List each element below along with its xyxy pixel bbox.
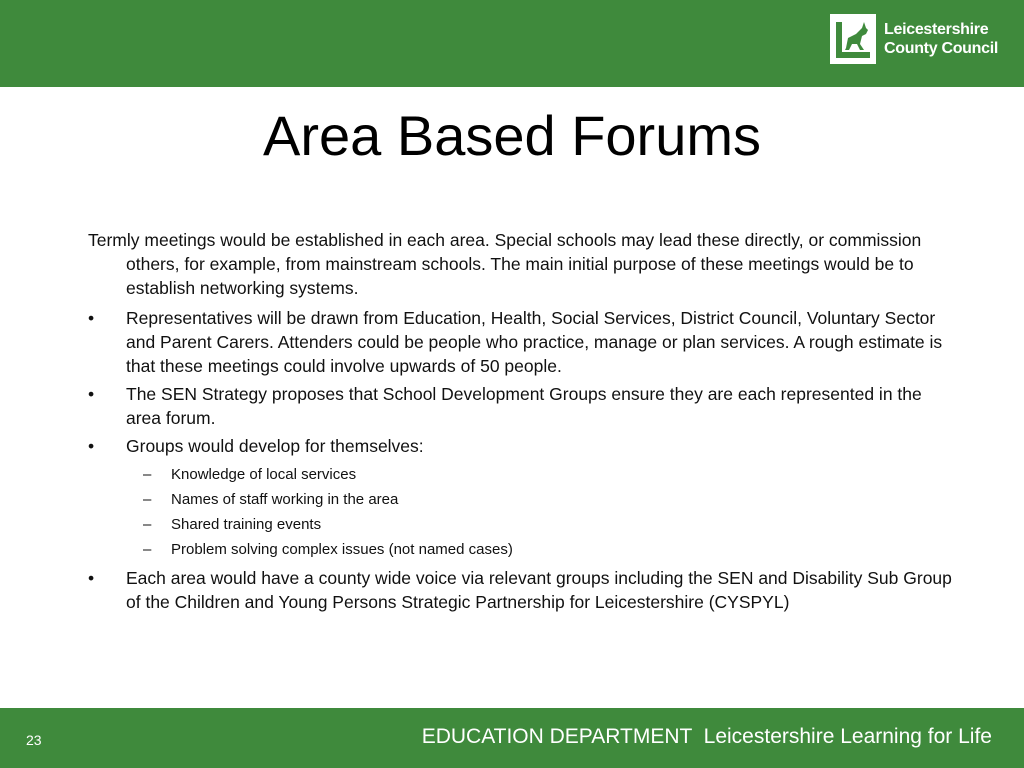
bullet-item xyxy=(88,306,958,378)
footer-text: EDUCATION DEPARTMENT Leicestershire Learning for Life xyxy=(421,725,992,748)
bullet-mark: • xyxy=(88,568,95,588)
slide-title: Area Based Forums xyxy=(263,104,761,167)
footer-band xyxy=(0,708,1024,768)
bullet-item xyxy=(88,566,958,614)
bullet-text: Representatives will be drawn from Education, Health, Social Services, District Council, Voluntary Sector and Parent Carers. Attenders could be people who practice, manage or plan services. A rough estimate is that these meetings could involve upwards of 50 people. xyxy=(126,308,943,376)
sub-item xyxy=(88,537,958,562)
sub-item xyxy=(88,462,958,487)
bullet-item xyxy=(88,434,958,458)
dash-mark: – xyxy=(143,466,152,483)
council-logo xyxy=(830,13,998,65)
slide-content xyxy=(88,228,958,618)
dash-mark: – xyxy=(143,516,152,533)
dash-mark: – xyxy=(143,491,152,508)
bullet-mark: • xyxy=(88,384,95,404)
intro-paragraph: Termly meetings would be established in each area. Special schools may lead these directly, or commission others, for example, from mainstream schools. The main initial purpose of these meetings would be to establish networking systems. xyxy=(88,230,922,298)
sub-item-text: Problem solving complex issues (not named cases) xyxy=(171,541,513,558)
bullet-text: Each area would have a county wide voice via relevant groups including the SEN and Disability Sub Group of the Children and Young Persons Strategic Partnership for Leicestershire (CYSPYL) xyxy=(126,568,952,612)
bullet-mark: • xyxy=(88,308,95,328)
sub-item xyxy=(88,487,958,512)
bullet-text: Groups would develop for themselves: xyxy=(126,436,424,456)
bullet-text: The SEN Strategy proposes that School Development Groups ensure they are each represented in the area forum. xyxy=(126,384,922,428)
sub-item xyxy=(88,512,958,537)
bullet-mark: • xyxy=(88,436,95,456)
dash-mark: – xyxy=(143,541,152,558)
logo-line-1: Leicestershire xyxy=(884,21,989,38)
fox-emblem-icon xyxy=(830,14,876,64)
logo-line-2: County Council xyxy=(884,40,999,57)
header-band xyxy=(0,0,1024,87)
bullet-item xyxy=(88,382,958,430)
sub-item-text: Shared training events xyxy=(171,516,322,533)
sub-item-text: Names of staff working in the area xyxy=(171,491,399,508)
sub-item-text: Knowledge of local services xyxy=(171,466,357,483)
logo-text xyxy=(884,20,998,58)
page-number: 23 xyxy=(26,732,42,748)
